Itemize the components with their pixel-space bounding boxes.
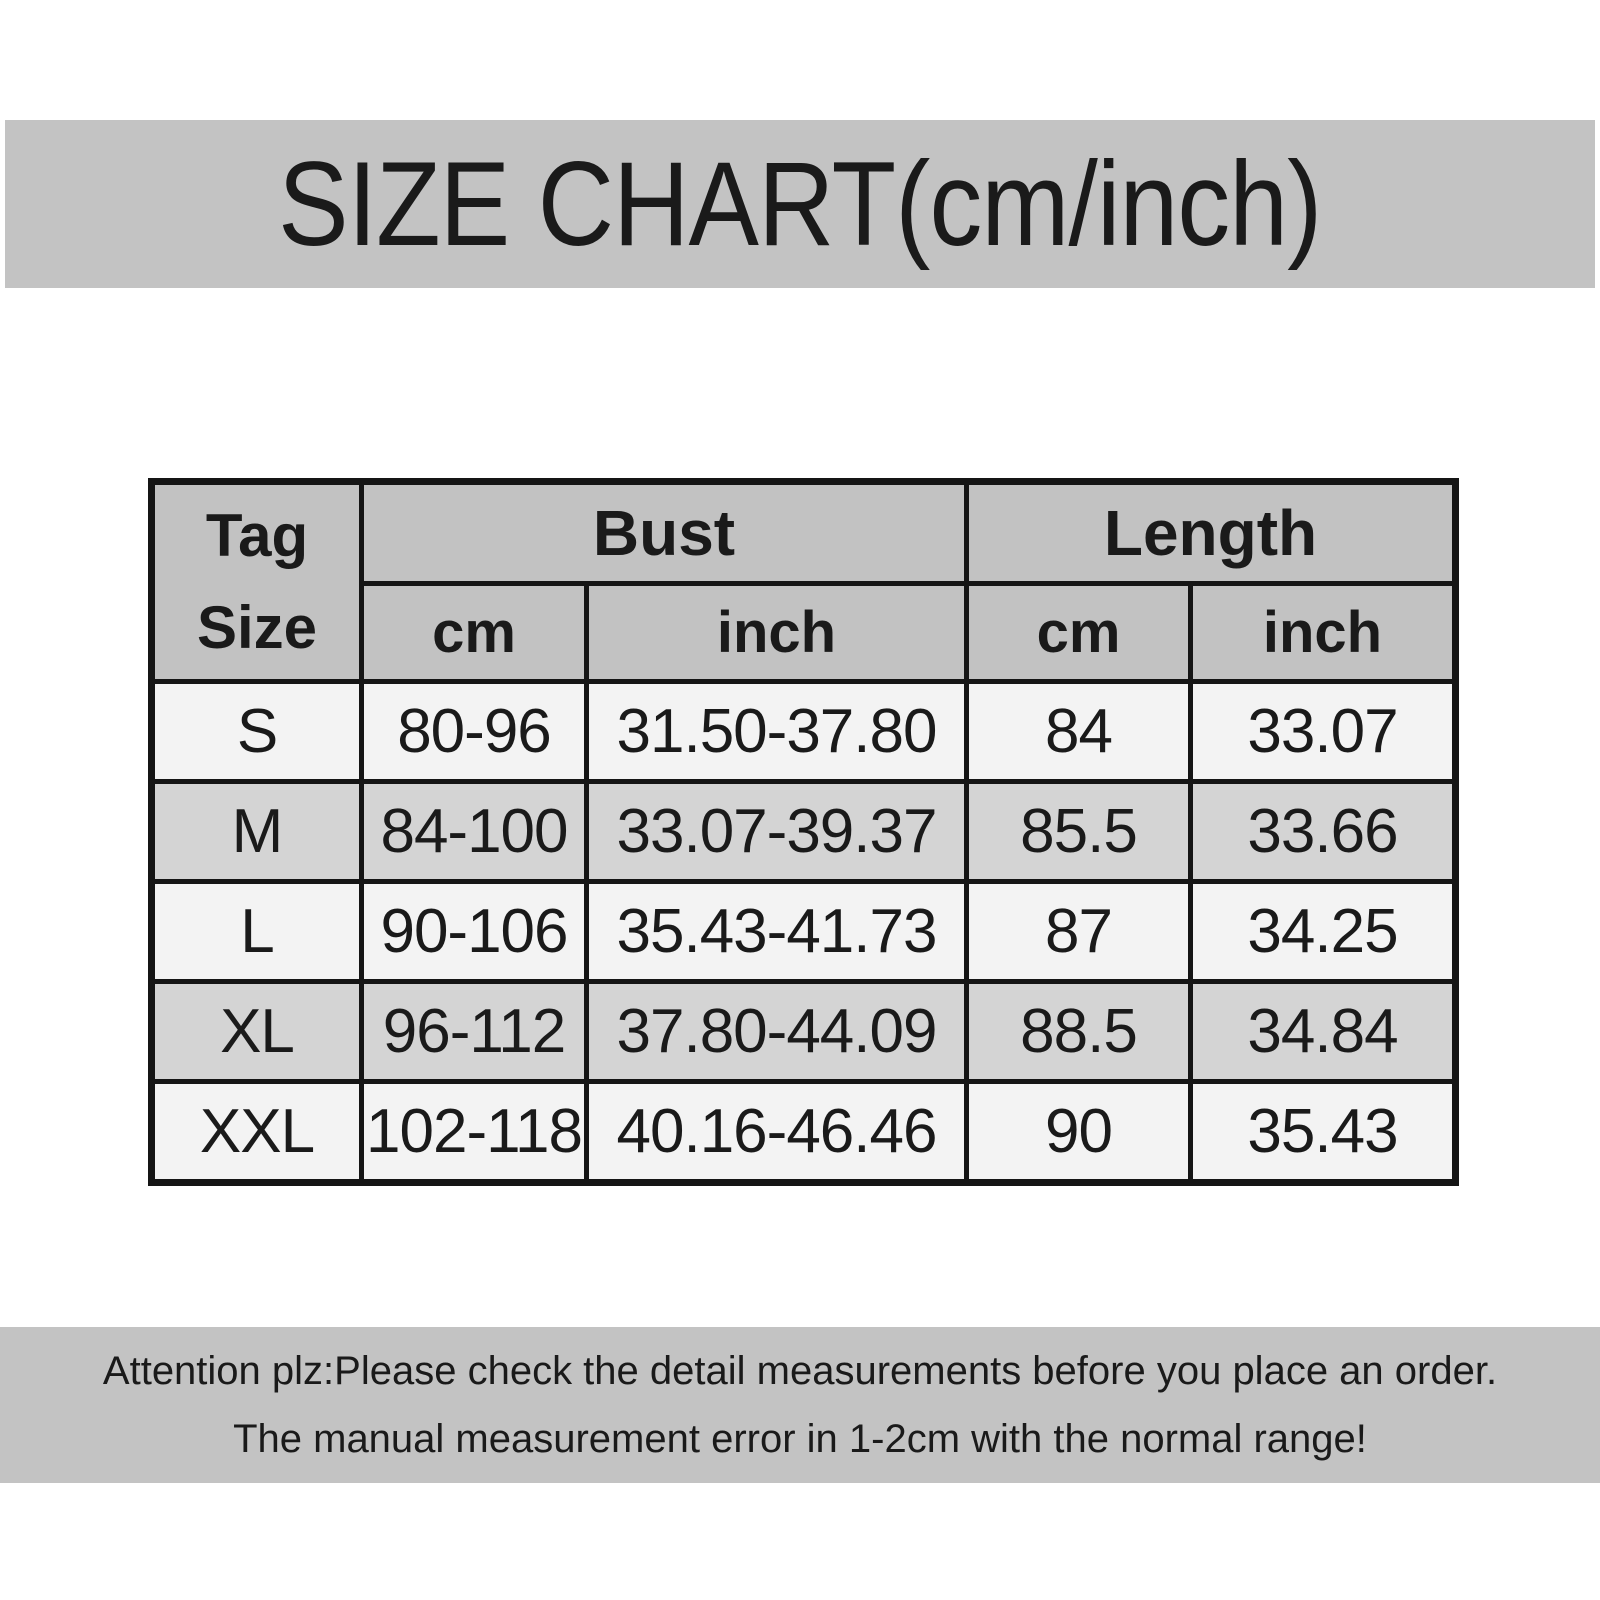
size-cell: L	[152, 882, 362, 982]
bust-cm-cell: 90-106	[362, 882, 587, 982]
length-inch-cell: 35.43	[1191, 1082, 1456, 1183]
length-group-header: Length	[967, 482, 1456, 584]
length-cm-cell: 90	[967, 1082, 1191, 1183]
bust-inch-cell: 31.50-37.80	[587, 682, 967, 782]
size-cell: XXL	[152, 1082, 362, 1183]
table-row-xl	[152, 982, 1456, 1082]
size-cell: XL	[152, 982, 362, 1082]
bust-cm-cell: 84-100	[362, 782, 587, 882]
attention-note-line2: The manual measurement error in 1-2cm with the normal range!	[233, 1417, 1367, 1461]
group-header-row	[152, 482, 1456, 584]
bust-inch-cell: 33.07-39.37	[587, 782, 967, 882]
length-cm-cell: 85.5	[967, 782, 1191, 882]
length-cm-cell: 87	[967, 882, 1191, 982]
page-title: SIZE CHART(cm/inch)	[278, 137, 1322, 271]
table-row-m	[152, 782, 1456, 882]
bust-cm-cell: 80-96	[362, 682, 587, 782]
bust-cm-cell: 96-112	[362, 982, 587, 1082]
length-inch-header: inch	[1191, 584, 1456, 682]
length-cm-header: cm	[967, 584, 1191, 682]
tag-size-header	[152, 482, 362, 682]
bust-inch-cell: 35.43-41.73	[587, 882, 967, 982]
table-row-xxl	[152, 1082, 1456, 1183]
bust-inch-cell: 37.80-44.09	[587, 982, 967, 1082]
length-inch-cell: 33.07	[1191, 682, 1456, 782]
attention-note-bar	[0, 1327, 1600, 1483]
bust-cm-cell: 102-118	[362, 1082, 587, 1183]
bust-inch-cell: 40.16-46.46	[587, 1082, 967, 1183]
length-inch-cell: 34.84	[1191, 982, 1456, 1082]
size-cell: S	[152, 682, 362, 782]
bust-inch-header: inch	[587, 584, 967, 682]
length-cm-cell: 88.5	[967, 982, 1191, 1082]
attention-note-line1: Attention plz:Please check the detail measurements before you place an order.	[102, 1349, 1498, 1393]
table-row-s	[152, 682, 1456, 782]
bust-cm-header: cm	[362, 584, 587, 682]
tag-size-header-line2: Size	[196, 594, 318, 661]
table-row-l	[152, 882, 1456, 982]
length-inch-cell: 34.25	[1191, 882, 1456, 982]
tag-size-header-line1: Tag	[205, 502, 309, 569]
size-cell: M	[152, 782, 362, 882]
length-inch-cell: 33.66	[1191, 782, 1456, 882]
length-cm-cell: 84	[967, 682, 1191, 782]
size-chart-table	[148, 478, 1459, 1186]
bust-group-header: Bust	[362, 482, 967, 584]
title-bar	[5, 120, 1595, 288]
